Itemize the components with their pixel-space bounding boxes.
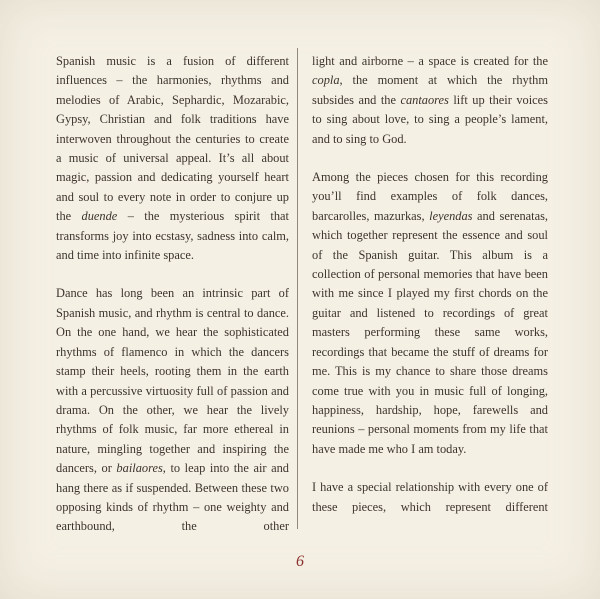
- text-run: I have a special relationship with every one of these pieces, which represent different: [312, 480, 548, 514]
- text-run: , to leap into the air and hang there as if suspended. Between these two opposing kinds of rhythm – one weighty and earthbound, the other: [56, 461, 289, 534]
- paragraph: [312, 52, 548, 149]
- paragraph: [56, 284, 289, 536]
- text-run: Spanish music is a fusion of different influences – the harmonies, rhythms and melodies of Arabic, Sephardic, Mozarabic, Gypsy, Christian and folk traditions have interwoven throughout the centuries to create a music of universal appeal. It’s all about magic, passion and dedicating yourself heart and soul to every note in order to conjure up the: [56, 54, 289, 224]
- paragraph: [312, 478, 548, 517]
- text-run: lift up their voices to sing about love, to sing a people’s lament, and to sing to God.: [312, 92, 548, 146]
- text-run: – the mysterious spirit that transforms joy into ecstasy, sadness into calm, and time into infinite space.: [56, 209, 289, 263]
- text-run: light and airborne – a space is created for the: [312, 54, 548, 68]
- left-column: [56, 52, 289, 537]
- paragraph: [312, 168, 548, 459]
- text-run: , the moment at which the rhythm subsides and the: [312, 73, 548, 107]
- column-divider-rule: [297, 48, 298, 529]
- page-number: 6: [296, 553, 304, 570]
- text-run: Among the pieces chosen for this recording you’ll find examples of folk dances, barcarolles, mazurkas,: [312, 170, 548, 223]
- paragraph: [56, 52, 289, 265]
- italic-term: leyendas: [429, 208, 473, 223]
- right-column: [312, 52, 548, 537]
- text-run: and serenatas, which together represent the essence and soul of the Spanish guitar. This album is a collection of personal memories that have been with me since I played my first chords on the guitar and listened to recordings of great masters performing these same works, recordings that became the stuff of dreams for me. This is my chance to share those dreams come true with you in music full of longing, happiness, hardship, hope, farewells and reunions – personal moments from my life that have made me who I am today.: [312, 208, 549, 456]
- text-run: Dance has long been an intrinsic part of Spanish music, and rhythm is central to dance. On the one hand, we hear the sophisticated rhythms of flamenco in which the dancers stamp their heels, rooting them in the earth with a percussive virtuosity full of passion and drama. On the other, we hear the lively rhythms of folk music, far more ethereal in nature, mingling together and inspiring the dancers, or: [56, 286, 289, 476]
- italic-term: copla: [312, 73, 340, 88]
- italic-term: bailaores: [116, 461, 163, 476]
- italic-term: duende: [81, 209, 118, 224]
- italic-term: cantaores: [400, 92, 449, 107]
